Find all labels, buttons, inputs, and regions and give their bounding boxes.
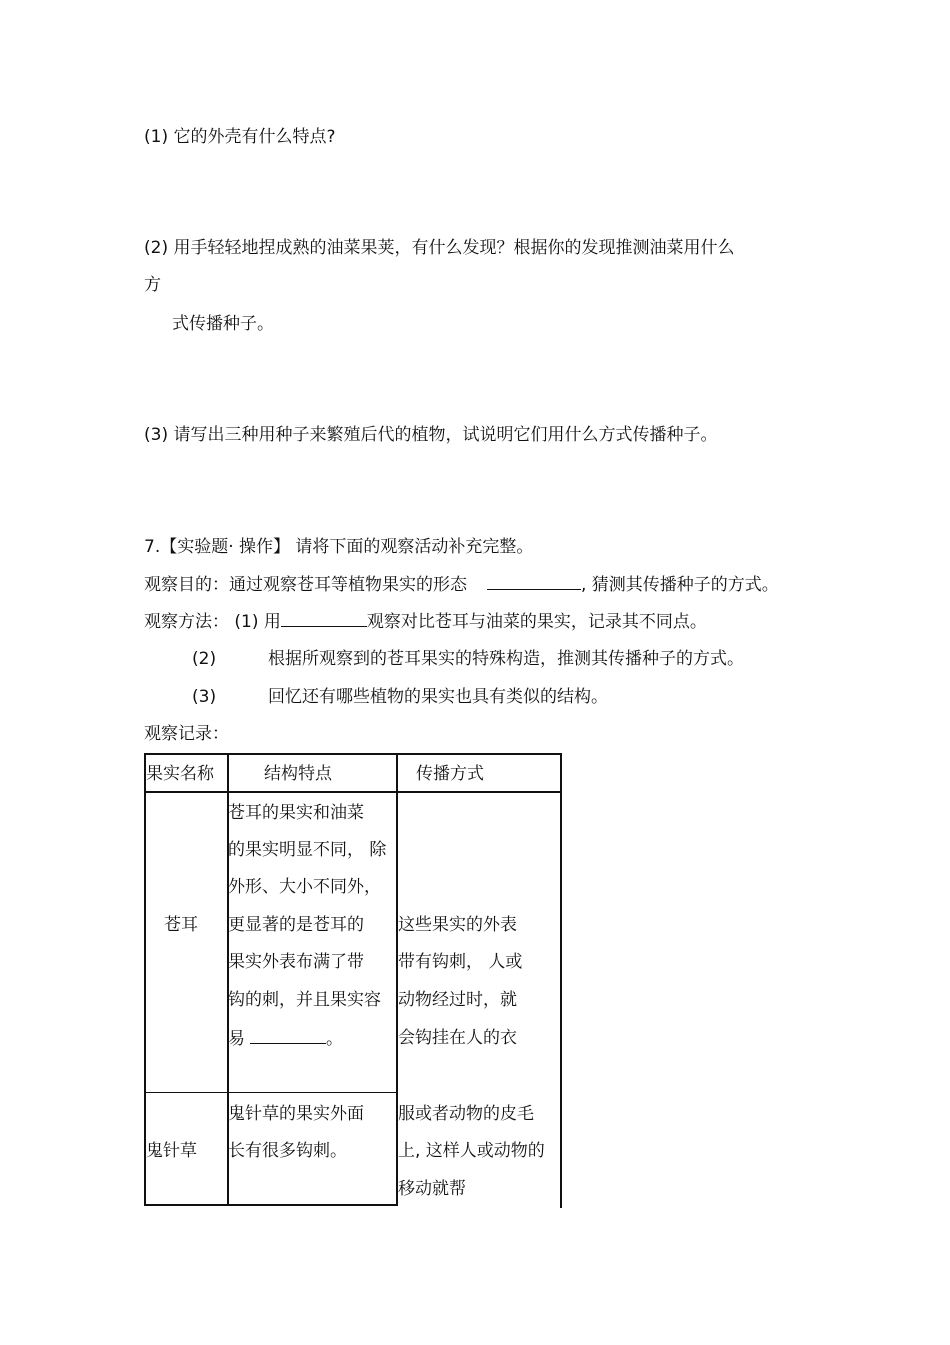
spread-line-6: 上, 这样人或动物的 bbox=[398, 1141, 545, 1161]
row1-structure-line-2: 的果实明显不同， 除 bbox=[228, 840, 387, 860]
spread-line-2: 带有钩刺， 人或 bbox=[398, 952, 523, 972]
row1-structure-line-7-text: 易 bbox=[228, 1029, 245, 1049]
spread-line-4: 会钩挂在人的衣 bbox=[398, 1028, 517, 1048]
table-border-col-2 bbox=[396, 753, 398, 1206]
observation-table bbox=[144, 753, 562, 1208]
method-blank[interactable] bbox=[281, 610, 367, 627]
row1-structure-line-6: 钩的刺，并且果实容 bbox=[228, 990, 381, 1010]
spread-line-5: 服或者动物的皮毛 bbox=[398, 1104, 534, 1124]
row1-structure-line-1: 苍耳的果实和油菜 bbox=[228, 803, 364, 823]
purpose-blank[interactable] bbox=[487, 573, 581, 590]
question-2-line-3: 式传播种子。 bbox=[172, 314, 274, 334]
purpose-text-b: , 猜测其传播种子的方式。 bbox=[581, 575, 779, 595]
table-border-top bbox=[144, 753, 562, 755]
table-border-left bbox=[144, 753, 146, 1206]
method-step-3-number: (3) bbox=[192, 687, 217, 707]
purpose-text-a: 观察目的：通过观察苍耳等植物果实的形态 bbox=[144, 575, 467, 595]
question-3: (3) 请写出三种用种子来繁殖后代的植物，试说明它们用什么方式传播种子。 bbox=[144, 425, 718, 445]
question-2-line-2: 方 bbox=[144, 275, 161, 295]
row1-structure-blank[interactable] bbox=[250, 1027, 326, 1044]
row2-fruit-name: 鬼针草 bbox=[146, 1141, 197, 1161]
row1-structure-line-7 bbox=[228, 1027, 343, 1050]
table-border-right bbox=[560, 753, 562, 1208]
method-text-b: 观察对比苍耳与油菜的果实，记录其不同点。 bbox=[366, 612, 707, 632]
spread-line-3: 动物经过时，就 bbox=[398, 990, 517, 1010]
row1-fruit-name: 苍耳 bbox=[164, 915, 198, 935]
observation-purpose bbox=[144, 573, 779, 596]
row1-structure-line-3: 外形、大小不同外， bbox=[228, 877, 381, 897]
row1-structure-end: 。 bbox=[326, 1029, 343, 1049]
observation-record-label: 观察记录： bbox=[144, 724, 229, 744]
header-spread-method: 传播方式 bbox=[416, 764, 484, 784]
question-7-title: 7.【实验题· 操作】 请将下面的观察活动补充完整。 bbox=[144, 537, 534, 557]
header-fruit-name: 果实名称 bbox=[146, 764, 214, 784]
spread-line-7: 移动就帮 bbox=[398, 1179, 466, 1199]
row2-structure-line-1: 鬼针草的果实外面 bbox=[228, 1104, 364, 1124]
question-1: (1) 它的外壳有什么特点? bbox=[144, 127, 336, 147]
method-step-2-text: 根据所观察到的苍耳果实的特殊构造，推测其传播种子的方式。 bbox=[268, 649, 744, 669]
table-border-header bbox=[144, 791, 562, 793]
observation-method bbox=[144, 610, 707, 633]
method-step-2-number: (2) bbox=[192, 649, 217, 669]
spread-line-1: 这些果实的外表 bbox=[398, 915, 517, 935]
table-border-row-split bbox=[144, 1092, 398, 1093]
table-border-bottom bbox=[144, 1204, 398, 1206]
header-structure: 结构特点 bbox=[264, 764, 332, 784]
row2-structure-line-2: 长有很多钩刺。 bbox=[228, 1141, 347, 1161]
method-text-a: 观察方法： (1) 用 bbox=[144, 612, 281, 632]
row1-structure-line-4: 更显著的是苍耳的 bbox=[228, 915, 364, 935]
method-step-3-text: 回忆还有哪些植物的果实也具有类似的结构。 bbox=[268, 687, 608, 707]
row1-structure-line-5: 果实外表布满了带 bbox=[228, 952, 364, 972]
question-2-line-1: (2) 用手轻轻地捏成熟的油菜果荚，有什么发现？根据你的发现推测油菜用什么 bbox=[144, 238, 735, 258]
